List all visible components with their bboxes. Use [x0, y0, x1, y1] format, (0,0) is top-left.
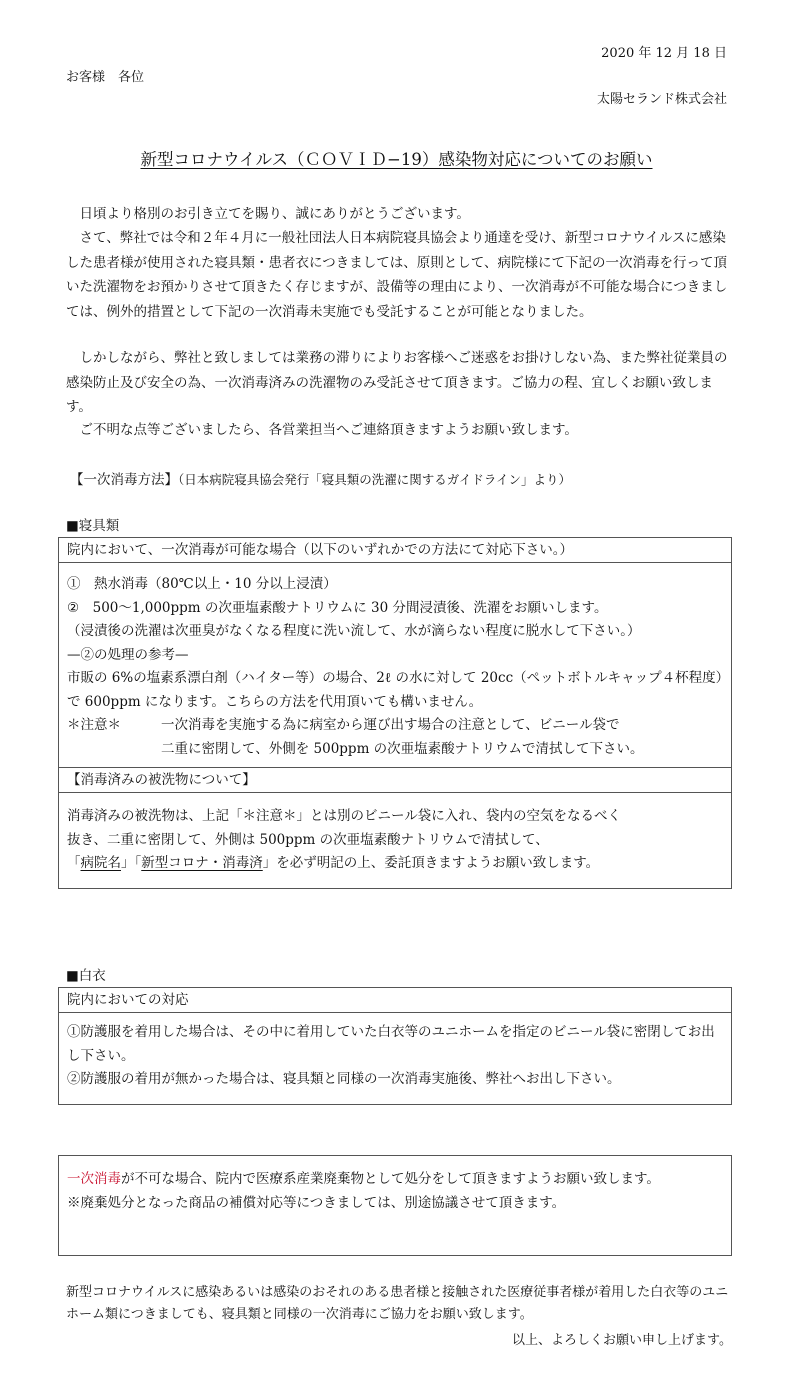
- method-note-rinse: （浸漬後の洗濯は次亜臭がなくなる程度に洗い流して、水が滴らない程度に脱水して下さい。）: [67, 623, 641, 639]
- whitecoat-box: [58, 987, 732, 1105]
- hospital-name-label: 病院名: [80, 855, 121, 871]
- warning-line-1: 一次消毒が不可な場合、院内で医療系産業廃棄物として処分をして頂きますようお願い致します。: [67, 1171, 660, 1187]
- document-title: 新型コロナウイルス（ＣＯＶＩＤ−19）感染物対応についてのお願い: [140, 150, 653, 169]
- intro-paragraph-3: ご不明な点等ございましたら、各営業担当へご連絡頂きますようお願い致します。: [79, 422, 578, 438]
- method-label: 【一次消毒方法】: [70, 472, 178, 488]
- washed-items-head: 【消毒済みの被洗物について】: [59, 768, 731, 793]
- intro-paragraph-2: しかしながら、弊社と致しましては業務の滞りによりお客様へご迷惑をお掛けしない為、また弊社従業員の感染防止及び安全の為、一次消毒済みの洗濯物のみ受託させて頂きます。ご協力の程、宜しくお願い致します。: [66, 350, 728, 416]
- washed-items-text: 消毒済みの被洗物は、上記「＊注意＊」とは別のビニール袋に入れ、袋内の空気をなるべく 抜き、二重に密閉して、外側は 500ppm の次亜塩素酸ナトリウムで清拭して、 「病院名」「新型コロナ・消毒済」を必ず明記の上、委託頂きますようお願い致します。: [67, 808, 622, 871]
- warning-box: [58, 1155, 732, 1256]
- caution-text: 一次消毒を実施する為に病室から運び出す場合の注意として、ビニール袋で 二重に密閉して、外側を 500ppm の次亜塩素酸ナトリウムで清拭して下さい。: [161, 717, 644, 757]
- whitecoat-heading: ■白衣: [66, 968, 106, 984]
- closing-paragraph: 新型コロナウイルスに感染あるいは感染のおそれのある患者様と接触された医療従事者様が着用した白衣等のユニホーム類につきましても、寝具類と同様の一次消毒にご協力をお願い致します。: [66, 1285, 729, 1322]
- warning-red-text: 一次消毒: [67, 1171, 121, 1187]
- method-hypochlorite: ② 500〜1,000ppm の次亜塩素酸ナトリウムに 30 分間浸漬後、洗濯をお願いします。: [67, 599, 608, 616]
- reference-text: 市販の 6%の塩素系漂白剤（ハイター等）の場合、2ℓ の水に対して 20cc（ペットボトルキャップ４杯程度）で 600ppm になります。こちらの方法を代用頂いても構いません。: [67, 670, 723, 710]
- bedding-heading: ■寝具類: [66, 518, 120, 534]
- disinfected-label: 新型コロナ・消毒済: [141, 855, 263, 871]
- warning-line-2: ※廃棄処分となった商品の補償対応等につきましては、別途協議させて頂きます。: [67, 1194, 566, 1211]
- company-name: 太陽セランド株式会社: [596, 92, 727, 107]
- closing-remark: 以上、よろしくお願い申し上げます。: [512, 1333, 732, 1348]
- method-hot-water: ① 熱水消毒（80℃以上・10 分以上浸漬）: [67, 576, 337, 592]
- intro-greeting: 日頃より格別のお引き立てを賜り、誠にありがとうございます。: [79, 206, 470, 222]
- caution-label: ＊注意＊: [67, 717, 121, 733]
- whitecoat-item-1: ①防護服を着用した場合は、その中に着用していた白衣等のユニホームを指定のビニール袋に密閉してお出し下さい。: [67, 1024, 715, 1064]
- bedding-methods: [59, 563, 731, 768]
- intro-paragraph-1: さて、弊社では令和２年４月に一般社団法人日本病院寝具協会より通達を受け、新型コロナウイルスに感染した患者様が使用された寝具類・患者衣につきましては、原則として、病院様にて下記の一次消毒を行って頂いた洗濯物をお預かりさせて頂きたく存じますが、設備等の理由により、一次消毒が不可能な場合につきましては、例外的措置として下記の一次消毒未実施でも受託することが可能となりました。: [66, 230, 728, 320]
- method-source: （日本病院寝具協会発行「寝具類の洗濯に関するガイドライン」より）: [178, 472, 572, 487]
- addressee: お客様 各位: [66, 70, 145, 85]
- whitecoat-item-2: ②防護服の着用が無かった場合は、寝具類と同様の一次消毒実施後、弊社へお出し下さい。: [67, 1071, 621, 1087]
- bedding-box-head: 院内において、一次消毒が可能な場合（以下のいずれかでの方法にて対応下さい。）: [59, 538, 731, 563]
- method-heading: [70, 468, 571, 488]
- whitecoat-text: [59, 1013, 731, 1104]
- caution-note: [67, 714, 723, 761]
- document-date: 2020 年 12 月 18 日: [601, 46, 727, 61]
- bedding-box: [58, 537, 732, 889]
- whitecoat-box-head: 院内においての対応: [59, 988, 731, 1013]
- reference-heading: —②の処理の参考—: [67, 646, 189, 663]
